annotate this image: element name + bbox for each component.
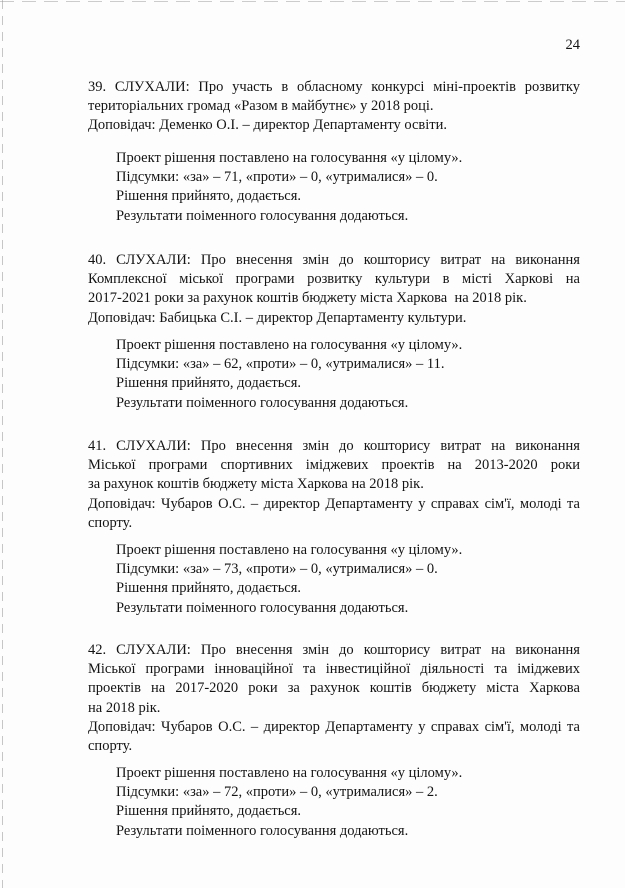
vote-proposal: Проект рішення поставлено на голосування «у цілому». <box>116 542 463 558</box>
speaker-line: спорту. <box>88 514 133 531</box>
heading-line: 42. СЛУХАЛИ: Про внесення змін до кошторису витрат на виконання <box>88 642 580 658</box>
vote-proposal: Проект рішення поставлено на голосування «у цілому». <box>116 337 463 353</box>
vote-decision: Рішення прийнято, додається. <box>116 188 302 205</box>
speaker-line: Доповідач: Деменко О.І. – директор Департаменту освіти. <box>88 117 448 134</box>
item-40-heading <box>88 251 580 328</box>
heading-line: Комплексної міської програми розвитку культури в місті Харкові на <box>88 271 580 288</box>
item-42-heading <box>88 641 580 756</box>
item-39-results <box>116 149 556 226</box>
vote-roll-call: Результати поіменного голосування додаються. <box>116 394 409 411</box>
vote-decision: Рішення прийнято, додається. <box>116 803 302 820</box>
heading-line: 41. СЛУХАЛИ: Про внесення змін до кошторису витрат на виконання <box>88 438 580 454</box>
item-39-heading <box>88 78 580 136</box>
speaker-line: Доповідач: Чубаров О.С. – директор Департаменту у справах сім'ї, молоді та <box>88 718 580 735</box>
item-40-results <box>116 336 556 413</box>
heading-line: 39. СЛУХАЛИ: Про участь в обласному конкурсі міні-проектів розвитку <box>88 79 580 95</box>
vote-totals: Підсумки: «за» – 72, «проти» – 0, «утрималися» – 2. <box>116 784 438 801</box>
heading-line: територіальних громад «Разом в майбутнє» у 2018 році. <box>88 98 434 115</box>
vote-totals: Підсумки: «за» – 73, «проти» – 0, «утрималися» – 0. <box>116 561 438 578</box>
scan-edge-top <box>0 1 625 2</box>
heading-line: на 2018 рік. <box>88 699 161 716</box>
vote-proposal: Проект рішення поставлено на голосування «у цілому». <box>116 765 463 781</box>
heading-line: Міської програми спортивних іміджевих проектів на 2013-2020 роки <box>88 457 580 474</box>
vote-totals: Підсумки: «за» – 62, «проти» – 0, «утрималися» – 11. <box>116 356 445 373</box>
heading-line: за рахунок коштів бюджету міста Харкова на 2018 рік. <box>88 476 424 493</box>
page-number: 24 <box>565 37 580 53</box>
heading-line: проектів на 2017-2020 роки за рахунок коштів бюджету міста Харкова <box>88 680 580 697</box>
heading-line: Міської програми інноваційної та інвестиційної діяльності та іміджевих <box>88 661 580 678</box>
speaker-line: спорту. <box>88 738 133 755</box>
vote-roll-call: Результати поіменного голосування додаються. <box>116 207 409 224</box>
heading-line: 2017-2021 роки за рахунок коштів бюджету міста Харкова на 2018 рік. <box>88 290 527 307</box>
speaker-line: Доповідач: Бабицька С.І. – директор Департаменту культури. <box>88 309 467 326</box>
scan-edge-left <box>2 0 3 888</box>
speaker-line: Доповідач: Чубаров О.С. – директор Департаменту у справах сім'ї, молоді та <box>88 495 580 512</box>
vote-totals: Підсумки: «за» – 71, «проти» – 0, «утрималися» – 0. <box>116 169 438 186</box>
item-42-results <box>116 764 556 841</box>
vote-roll-call: Результати поіменного голосування додаються. <box>116 822 409 839</box>
vote-roll-call: Результати поіменного голосування додаються. <box>116 599 409 616</box>
item-41-heading <box>88 437 580 533</box>
item-41-results <box>116 541 556 618</box>
vote-decision: Рішення прийнято, додається. <box>116 375 302 392</box>
vote-decision: Рішення прийнято, додається. <box>116 580 302 597</box>
vote-proposal: Проект рішення поставлено на голосування «у цілому». <box>116 150 463 166</box>
heading-line: 40. СЛУХАЛИ: Про внесення змін до кошторису витрат на виконання <box>88 252 580 268</box>
